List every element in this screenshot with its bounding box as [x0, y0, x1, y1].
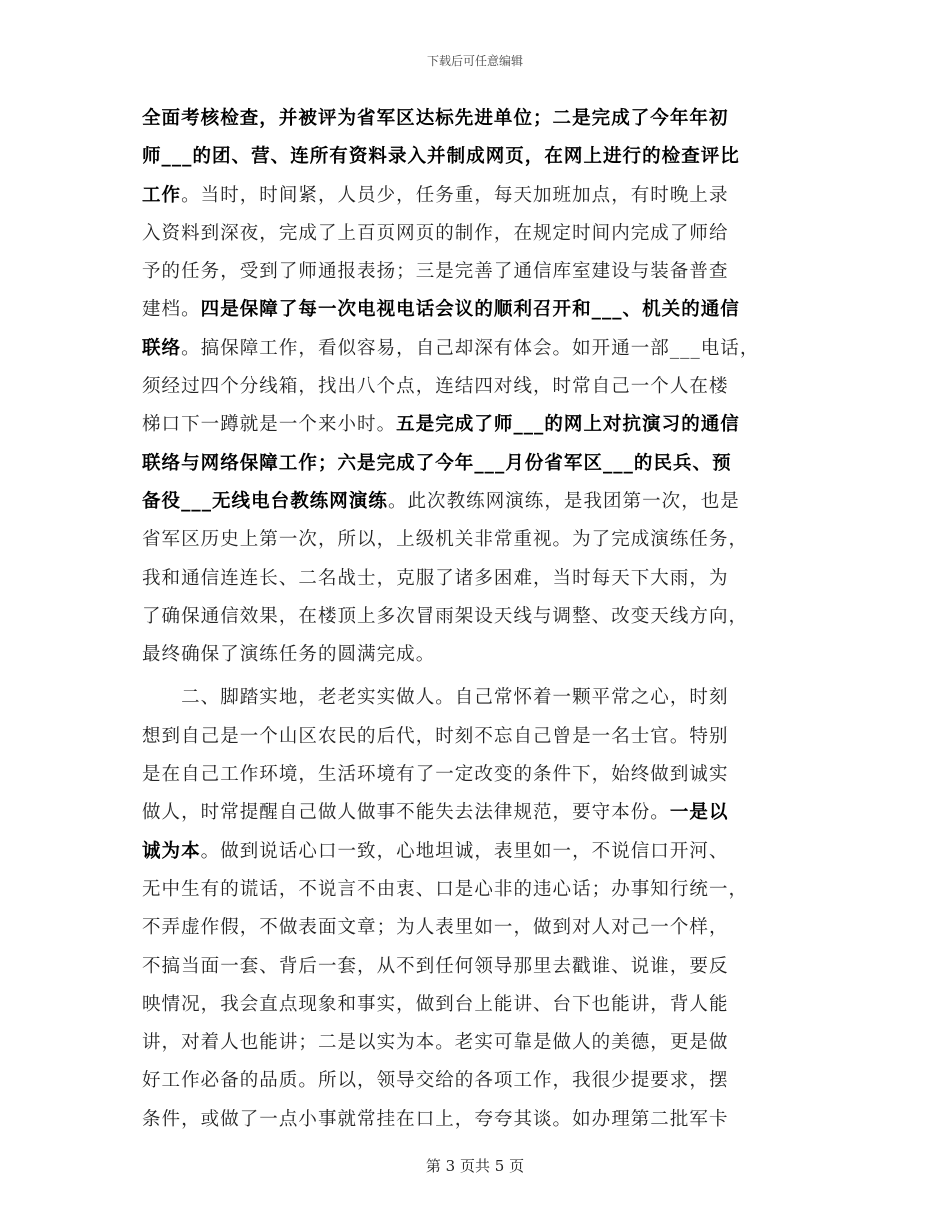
text-line: [142, 560, 822, 598]
text-segment: 入资料到深夜，完成了上百页网页的制作，在规定时间内完成了师给: [142, 222, 729, 244]
text-segment: 省军区历史上第一次，所以，上级机关非常重视。为了完成演练任务，: [142, 529, 749, 551]
text-segment: 。做到说话心口一致，心地坦诚，表里如一，不说信口开河、: [200, 840, 729, 862]
page-header: 下载后可任意编辑: [426, 54, 523, 68]
text-line: [142, 986, 822, 1024]
bold-text-segment: 一是以: [669, 802, 729, 824]
text-line: [142, 100, 822, 138]
page-footer: 第 3 页共 5 页: [425, 1157, 525, 1175]
text-line: [142, 177, 822, 215]
bold-text-segment: 师___的团、营、连所有资料录入并制成网页，在网上进行的检查评比: [142, 146, 740, 168]
text-line: [142, 406, 822, 444]
text-line: [142, 718, 822, 756]
text-segment: 想到自己是一个山区农民的后代，时刻不忘自己曾是一名士官。特别: [142, 725, 729, 747]
text-segment: 了确保通信效果，在楼顶上多次冒雨架设天线与调整、改变天线方向，: [142, 605, 749, 627]
text-segment: 是在自己工作环境，生活环境有了一定改变的条件下，始终做到诚实: [142, 764, 729, 786]
text-line: [142, 679, 822, 717]
text-segment: 我和通信连连长、二名战士，克服了诸多困难，当时每天下大雨，为: [142, 567, 729, 589]
text-segment: 。此次教练网演练，是我团第一次，也是: [387, 490, 740, 512]
text-line: [142, 871, 822, 909]
text-line: [142, 330, 822, 368]
text-segment: 做人，时常提醒自己做人做事不能失去法律规范，要守本份。: [142, 802, 670, 824]
bold-text-segment: 备役___无线电台教练网演练: [142, 490, 388, 512]
text-line: [142, 1101, 822, 1139]
text-line: [142, 521, 822, 559]
text-segment: 建档。: [142, 299, 201, 321]
text-line: [142, 948, 822, 986]
text-segment: 讲，对着人也能讲；二是以实为本。老实可靠是做人的美德，更是做: [142, 1032, 729, 1054]
text-line: [142, 794, 822, 832]
document-body: [142, 100, 822, 1139]
text-segment: 须经过四个分线箱，找出八个点，连结四对线，时常自己一个人在楼: [142, 376, 729, 398]
bold-text-segment: 诚为本: [142, 840, 201, 862]
bold-text-segment: 联络与网络保障工作；六是完成了今年___月份省军区___的民兵、预: [142, 452, 732, 474]
text-segment: 予的任务，受到了师通报表扬；三是完善了通信库室建设与装备普查: [142, 261, 729, 283]
text-segment: 好工作必备的品质。所以，领导交给的各项工作，我很少提要求，摆: [142, 1070, 729, 1092]
text-segment: 条件，或做了一点小事就常挂在口上，夸夸其谈。如办理第二批军卡: [142, 1108, 729, 1130]
text-line: [142, 833, 822, 871]
text-line: [142, 1062, 822, 1100]
text-segment: 最终确保了演练任务的圆满完成。: [142, 644, 436, 666]
text-line: [142, 445, 822, 483]
text-segment: 梯口下一蹲就是一个来小时。: [142, 414, 397, 436]
text-line: [142, 598, 822, 636]
bold-text-segment: 联络: [142, 337, 182, 359]
text-segment: 无中生有的谎话，不说言不由衷、口是心非的违心话；办事知行统一，: [142, 878, 749, 900]
text-line: [142, 138, 822, 176]
text-segment: 。搞保障工作，看似容易，自己却深有体会。如开通一部___电话，: [181, 337, 760, 359]
text-line: [142, 909, 822, 947]
text-segment: 。当时，时间紧，人员少，任务重，每天加班加点，有时晚上录: [181, 184, 729, 206]
bold-text-segment: 四是保障了每一次电视电话会议的顺利召开和___、机关的通信: [200, 299, 740, 321]
text-line: [142, 253, 822, 291]
text-line: [142, 1024, 822, 1062]
text-line: [142, 215, 822, 253]
bold-text-segment: 工作: [142, 184, 182, 206]
text-segment: 不弄虚作假，不做表面文章；为人表里如一，做到对人对己一个样，: [142, 917, 729, 939]
text-segment: 不搞当面一套、背后一套，从不到任何领导那里去戳谁、说谁，要反: [142, 955, 729, 977]
text-segment: 映情况，我会直点现象和事实，做到台上能讲、台下也能讲，背人能: [142, 993, 729, 1015]
bold-text-segment: 全面考核检查，并被评为省军区达标先进单位；二是完成了今年年初: [142, 108, 729, 129]
text-line: [142, 636, 822, 674]
text-segment: 二、脚踏实地，老老实实做人。自己常怀着一颗平常之心，时刻: [142, 687, 729, 709]
text-line: [142, 291, 822, 329]
text-line: [142, 756, 822, 794]
text-line: [142, 368, 822, 406]
bold-text-segment: 五是完成了师___的网上对抗演习的通信: [396, 414, 740, 436]
text-line: [142, 483, 822, 521]
